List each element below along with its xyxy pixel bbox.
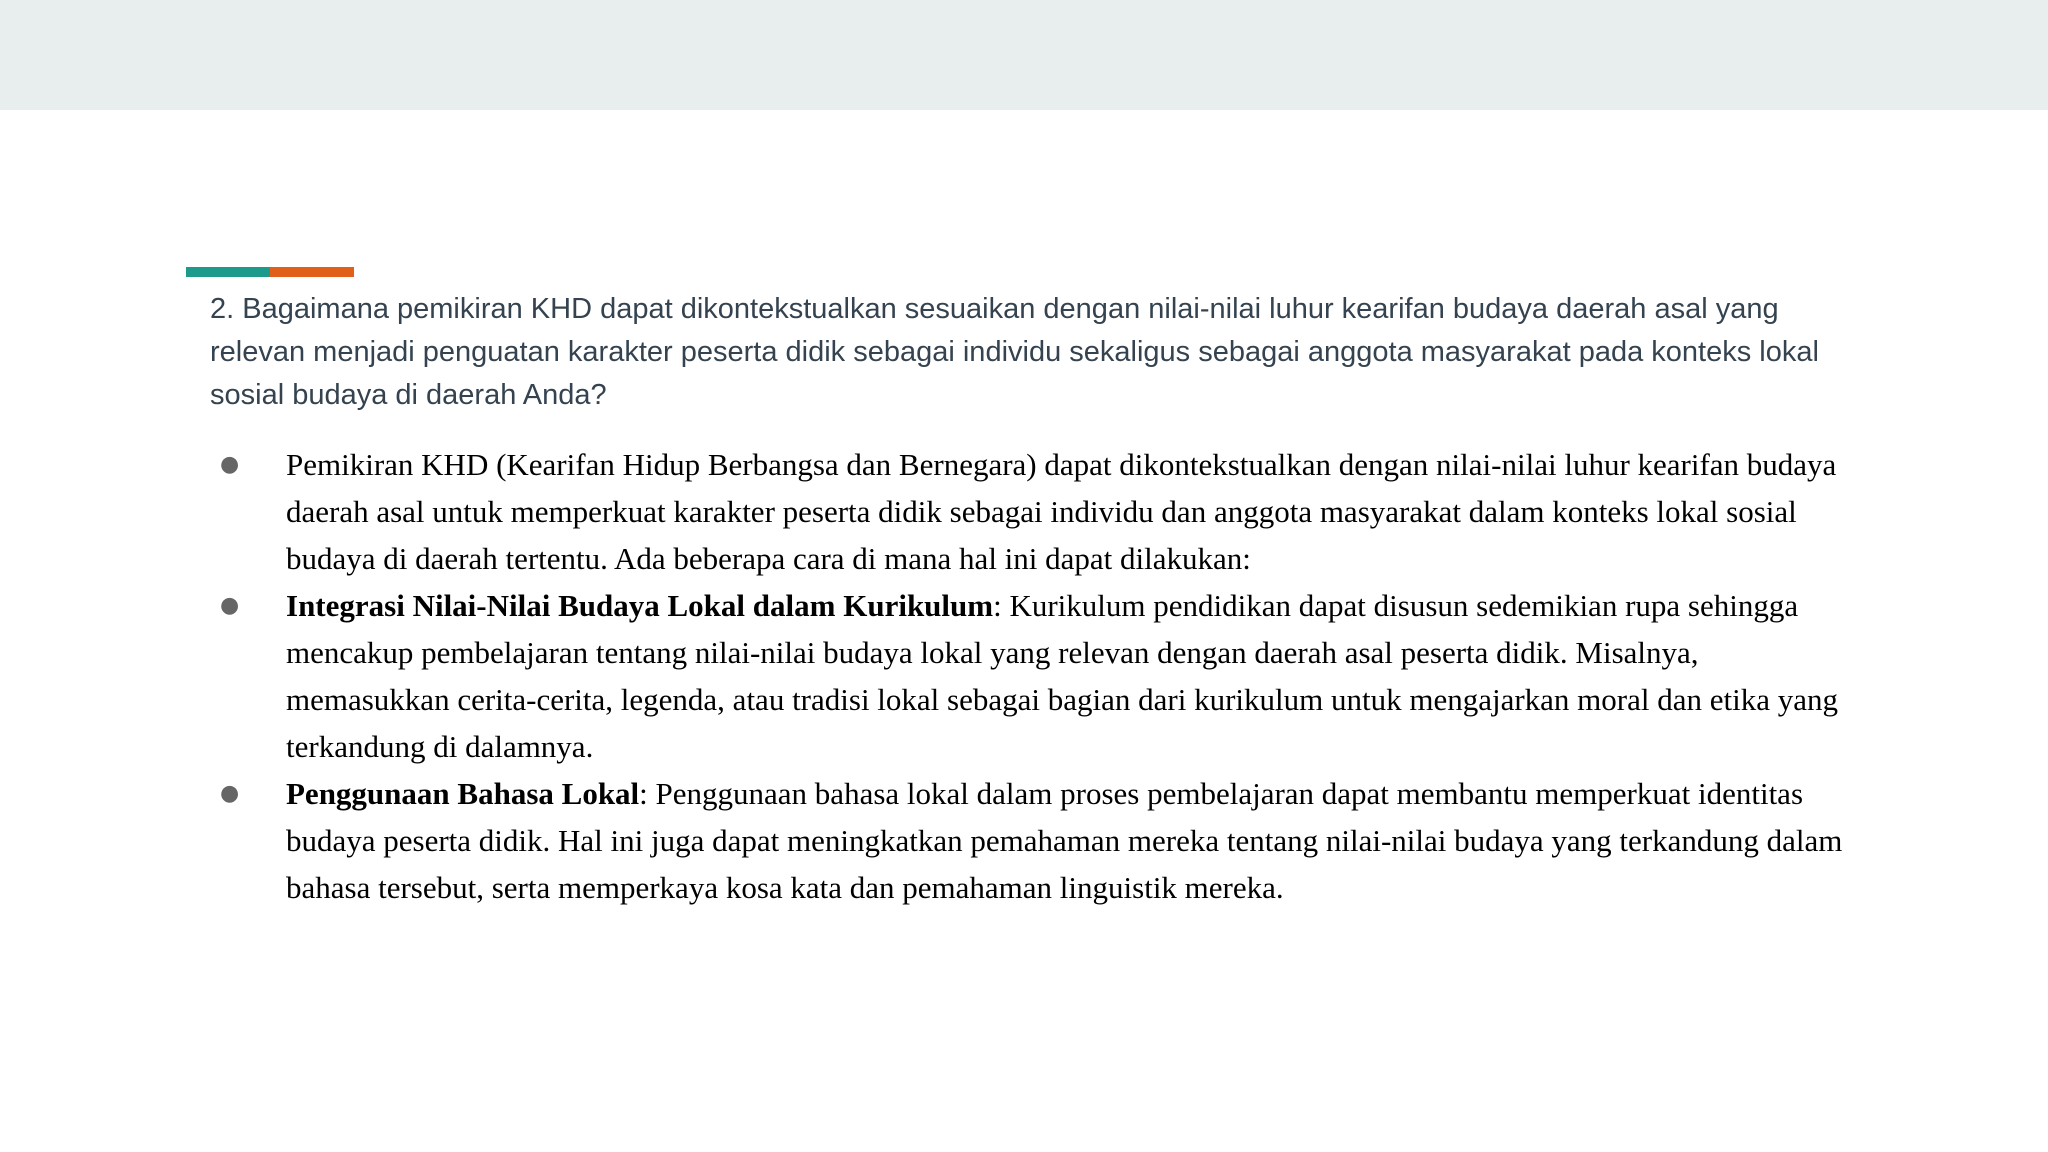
answer-heading: Integrasi Nilai-Nilai Budaya Lokal dalam Kurikulum (286, 588, 994, 623)
answer-item-2 (210, 582, 1860, 770)
top-band (0, 0, 2048, 110)
accent-bar-teal (186, 267, 270, 277)
bullet-icon: ● (220, 781, 240, 806)
answer-heading: Penggunaan Bahasa Lokal (286, 776, 640, 811)
bullet-icon: ● (220, 593, 240, 618)
question-text: 2. Bagaimana pemikiran KHD dapat dikontekstualkan sesuaikan dengan nilai-nilai luhur kearifan budaya daerah asal yang relevan menjadi penguatan karakter peserta didik sebagai individu sekaligus sebagai anggota masyarakat pada konteks lokal sosial budaya di daerah Anda? (210, 293, 1819, 411)
accent-bar-orange (270, 267, 354, 277)
answer-text: Pemikiran KHD (Kearifan Hidup Berbangsa dan Bernegara) dapat dikontekstualkan dengan nilai-nilai luhur kearifan budaya daerah asal untuk memperkuat karakter peserta didik sebagai individu dan anggota masyarakat dalam konteks lokal sosial budaya di daerah tertentu. Ada beberapa cara di mana hal ini dapat dilakukan: (286, 447, 1837, 576)
answer-text: : Kurikulum pendidikan dapat disusun sedemikian rupa sehingga mencakup pembelajaran tentang nilai-nilai budaya lokal yang relevan dengan daerah asal peserta didik. Misalnya, memasukkan cerita-cerita, legenda, atau tradisi lokal sebagai bagian dari kurikulum untuk mengajarkan moral dan etika yang terkandung di dalamnya. (286, 588, 1838, 764)
accent-bar (186, 267, 354, 277)
bullet-icon: ● (220, 452, 240, 477)
answer-text: : Penggunaan bahasa lokal dalam proses pembelajaran dapat membantu memperkuat identitas budaya peserta didik. Hal ini juga dapat meningkatkan pemahaman mereka tentang nilai-nilai budaya yang terkandung dalam bahasa tersebut, serta memperkaya kosa kata dan pemahaman linguistik mereka. (286, 776, 1843, 905)
answer-item-1 (210, 441, 1860, 582)
answer-list (210, 441, 1860, 911)
answer-item-3 (210, 770, 1860, 911)
